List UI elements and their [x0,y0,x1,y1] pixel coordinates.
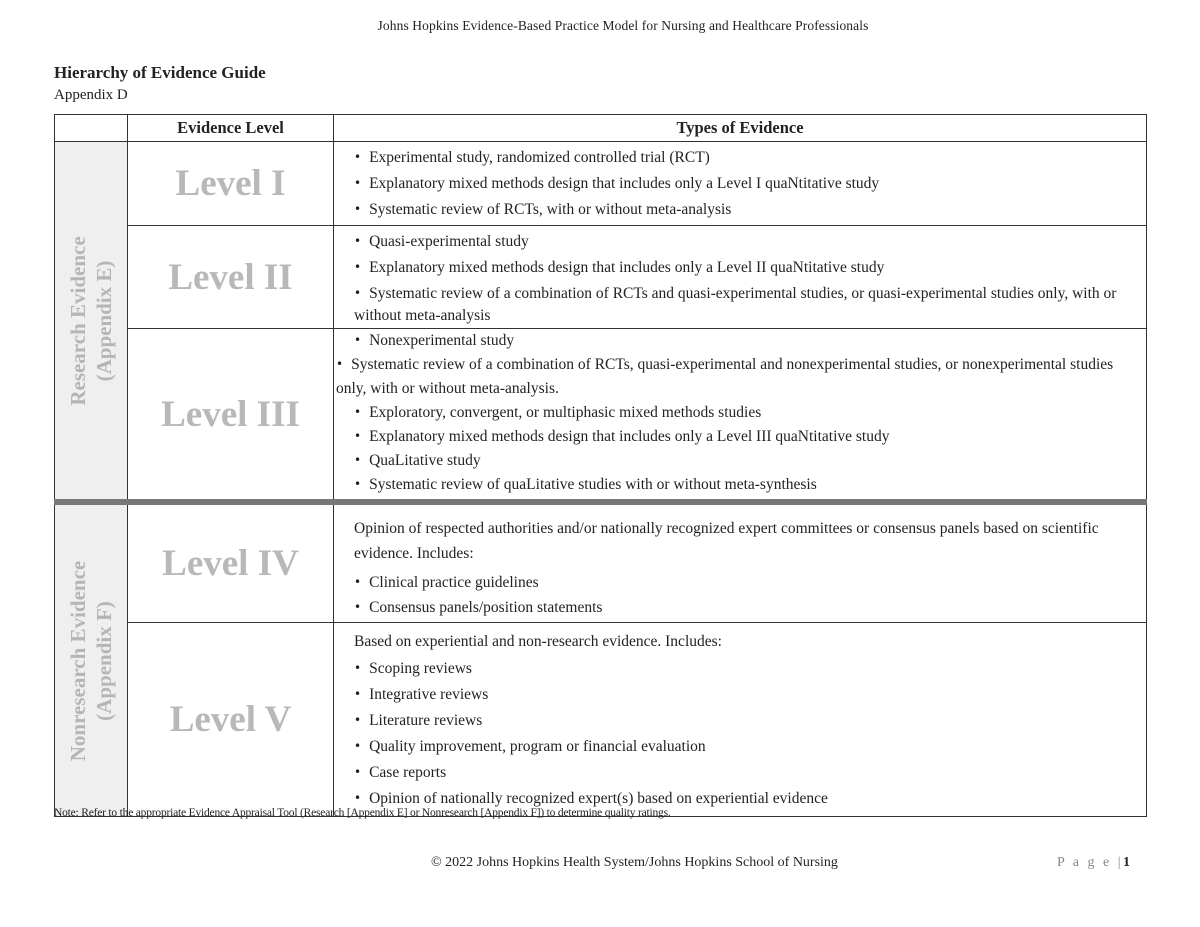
level-cell [128,329,334,503]
document-title: Hierarchy of Evidence Guide [54,63,266,82]
level-cell [128,502,334,623]
research-evidence-side-label [55,142,128,503]
page-number [1057,855,1130,871]
page-label: P a g e | [1057,855,1123,870]
list-item: • Systematic review of a combination of RCTs and quasi-experimental studies, or quasi-experimental studies only, with or without meta-analysis [340,283,1138,326]
header-types-of-evidence: Types of Evidence [334,115,1147,142]
list-item: • Literature reviews [354,708,1138,734]
table-row-level-3 [55,329,1147,503]
nonresearch-label-line-2: (Appendix F) [92,600,116,721]
copyright-footer: © 2022 Johns Hopkins Health System/Johns Hopkins School of Nursing [431,855,838,870]
list-item: • Quasi-experimental study [354,229,1138,255]
list-item: • Explanatory mixed methods design that includes only a Level II quaNtitative study [354,255,1138,281]
list-item: • Integrative reviews [354,682,1138,708]
level-label: Level II [168,256,293,298]
list-item: • Case reports [354,760,1138,786]
level-label: Level V [169,699,292,740]
level-cell [128,623,334,817]
footnote: Note: Refer to the appropriate Evidence Appraisal Tool (Research [Appendix E] or Nonresearch [Appendix F]) to determine quality ratings. [54,807,671,819]
research-label-line-2: (Appendix E) [92,260,116,381]
list-item: • Nonexperimental study [354,329,1138,353]
nonresearch-evidence-side-label [55,502,128,817]
page-number-value: 1 [1123,855,1130,870]
document-subtitle: Appendix D [54,87,128,103]
level-intro-text: Opinion of respected authorities and/or nationally recognized expert committees or consensus panels based on scientific evidence. Includes: [354,520,1099,562]
table-row-level-4 [55,502,1147,623]
header-blank-cell [55,115,128,142]
list-item: • QuaLitative study [354,449,1138,473]
level-label: Level I [175,163,286,204]
list-item: • Clinical practice guidelines [354,570,1138,596]
list-item: • Explanatory mixed methods design that includes only a Level III quaNtitative study [354,425,1138,449]
table-row-level-5 [55,623,1147,817]
list-item: • Opinion of nationally recognized expert(s) based on experiential evidence [354,786,1138,812]
list-item: • Consensus panels/position statements [354,596,1138,620]
types-cell [334,623,1147,817]
list-item: • Scoping reviews [354,656,1138,682]
page-header: Johns Hopkins Evidence-Based Practice Model for Nursing and Healthcare Professionals [377,18,869,33]
table-header-row [55,115,1147,142]
level-label: Level IV [162,543,299,584]
types-cell [334,329,1147,503]
types-cell [334,502,1147,623]
list-item: • Experimental study, randomized controlled trial (RCT) [354,145,1138,171]
level-label: Level III [161,393,300,435]
table-row-level-1 [55,142,1147,226]
table-row-level-2 [55,226,1147,329]
list-item: • Quality improvement, program or financial evaluation [354,734,1138,760]
list-item: • Exploratory, convergent, or multiphasic mixed methods studies [354,401,1138,425]
types-cell [334,142,1147,226]
evidence-hierarchy-table [54,114,1147,817]
list-item: • Systematic review of a combination of RCTs, quasi-experimental and nonexperimental studies, or nonexperimental studies only, with or without meta-analysis. [336,353,1138,401]
level-cell [128,226,334,329]
level-cell [128,142,334,226]
nonresearch-label-line-1: Nonresearch Evidence [66,560,90,761]
list-item: • Systematic review of RCTs, with or without meta-analysis [354,197,1138,223]
list-item: • Systematic review of quaLitative studies with or without meta-synthesis [354,473,1138,497]
types-cell [334,226,1147,329]
header-evidence-level: Evidence Level [128,115,334,142]
list-item: • Explanatory mixed methods design that includes only a Level I quaNtitative study [354,171,1138,197]
level-intro-text: Based on experiential and non-research evidence. Includes: [354,633,722,650]
research-label-line-1: Research Evidence [66,235,90,406]
